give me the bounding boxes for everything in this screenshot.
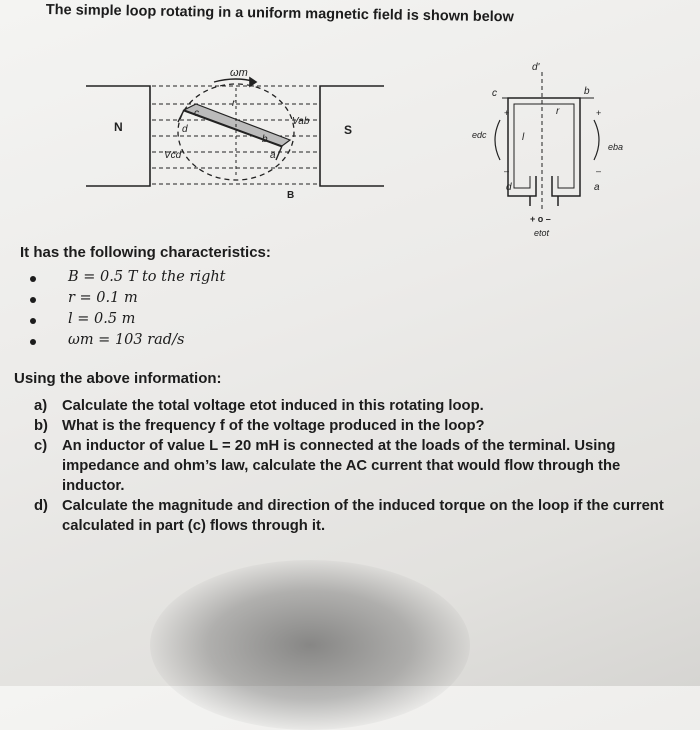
characteristics-heading: It has the following characteristics: — [20, 244, 271, 261]
question-d — [34, 496, 664, 536]
vcd-label: Vcd — [164, 150, 182, 161]
field-label: B — [287, 190, 295, 201]
r-label: r — [232, 98, 236, 109]
d-prime-label: d' — [532, 62, 540, 73]
south-label: S — [344, 123, 353, 137]
loop-figure — [0, 0, 700, 240]
b3-label: b — [584, 86, 590, 97]
plus-top-label: + — [504, 108, 510, 118]
question-b — [34, 416, 664, 436]
north-label: N — [114, 120, 123, 134]
minus-right-label: – — [596, 166, 602, 176]
r3-label: r — [556, 106, 560, 117]
magnet-diagram — [86, 78, 384, 186]
north-pole — [86, 86, 150, 186]
page-title: The simple loop rotating in a uniform magnetic field is shown below — [45, 2, 515, 26]
loop-face — [184, 104, 290, 146]
question-list — [34, 396, 664, 536]
param-radius: r = 0.1 m — [26, 289, 226, 310]
c3-label: c — [492, 88, 497, 99]
question-label: c) — [34, 438, 48, 454]
l3-label: l — [522, 132, 525, 143]
eba-label: eba — [608, 142, 624, 152]
a3-label: a — [594, 182, 600, 193]
question-a — [34, 396, 664, 416]
edc-label: edc — [472, 130, 487, 140]
etot-label: etot — [534, 228, 550, 238]
parameter-list — [26, 268, 226, 352]
vab-label: Vab — [292, 116, 310, 127]
terminal-polarity: + o – — [530, 214, 551, 224]
param-magnetic-field: B = 0.5 T to the right — [26, 268, 226, 289]
instructions: Using the above information: — [14, 370, 222, 387]
question-label: b) — [34, 418, 48, 434]
a-label: a — [270, 150, 276, 161]
question-text: An inductor of value L = 20 mH is connected at the loads of the terminal. Using impedance and ohm’s law, calculate the AC current that would flow through the inductor. — [62, 438, 621, 494]
minus-bottom-label: – — [504, 166, 510, 176]
param-angular-speed: ωm = 103 rad/s — [26, 331, 226, 352]
question-text: Calculate the total voltage etot induced in this rotating loop. — [62, 398, 484, 414]
c-label: c — [194, 108, 199, 119]
plus-right-label: + — [596, 108, 602, 118]
photo-shadow — [150, 560, 470, 730]
b-label: b — [262, 134, 268, 145]
question-text: What is the frequency f of the voltage produced in the loop? — [62, 418, 485, 434]
param-length: l = 0.5 m — [26, 310, 226, 331]
question-c — [34, 436, 664, 496]
question-text: Calculate the magnitude and direction of the induced torque on the loop if the current calculated in part (c) flows through it. — [62, 498, 664, 534]
omega-label: ωm — [230, 67, 248, 79]
d3-label: d — [506, 182, 512, 193]
d-label: d — [182, 124, 188, 135]
loop-outline — [508, 98, 580, 196]
question-label: d) — [34, 498, 48, 514]
question-label: a) — [34, 398, 48, 414]
